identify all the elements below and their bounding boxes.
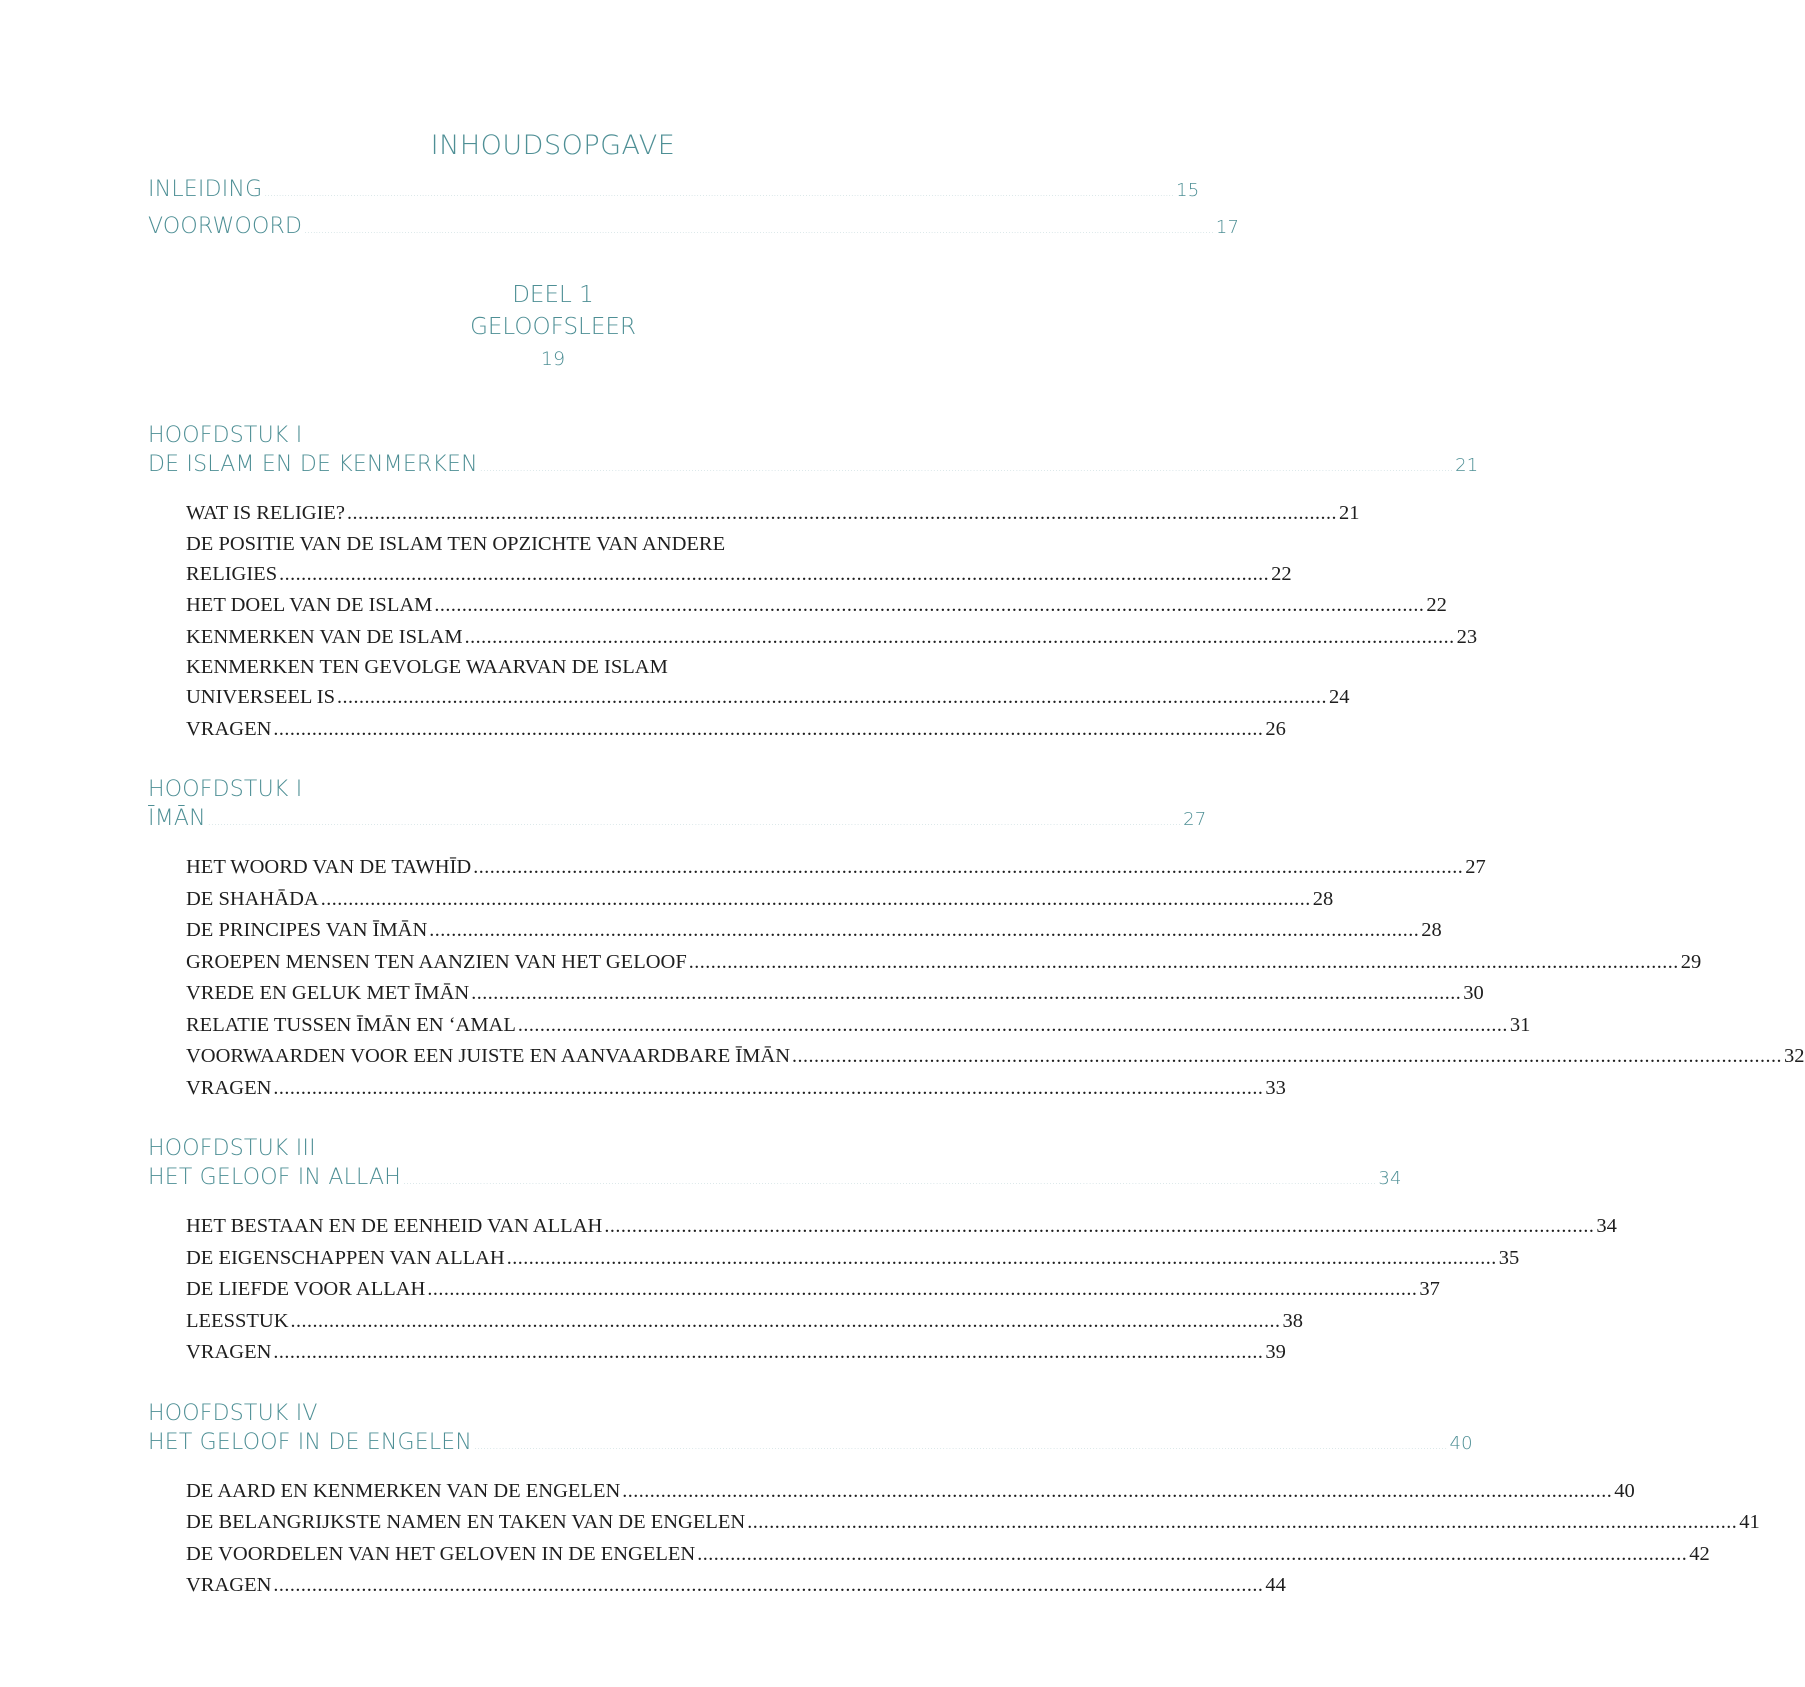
toc-entry[interactable] (186, 1570, 1286, 1602)
toc-entry[interactable] (186, 1539, 1710, 1571)
part-page: 19 (540, 348, 566, 370)
toc-entry[interactable] (186, 1211, 1617, 1243)
chapter-page: 27 (1183, 809, 1207, 830)
toc-entry[interactable] (186, 852, 1486, 884)
entry-label: VREDE EN GELUK MET ĪMĀN (186, 982, 470, 1004)
toc-entry[interactable] (186, 1306, 1303, 1338)
entry-label: HET BESTAAN EN DE EENHEID VAN ALLAH (186, 1215, 603, 1237)
part-label: DEEL 1 (512, 282, 594, 308)
entry-label: VRAGEN (186, 1076, 272, 1099)
dot-leader: .................................................................................................................................................................................... (464, 625, 1455, 648)
chapter-entries (148, 1211, 1617, 1369)
chapter-heading: HOOFDSTUK I (148, 777, 303, 802)
toc-entry-voorwoord[interactable] (148, 214, 1240, 251)
entry-label: VOORWOORD (148, 214, 303, 239)
entry-label: WAT IS RELIGIE? (186, 502, 346, 524)
dot-leader: .................................................................................................................................................................................... (290, 1309, 1281, 1332)
entry-page: 22 (1271, 562, 1292, 585)
dot-leader: .................................................................................................................................................................................... (434, 594, 1425, 616)
entry-label: VOORWAARDEN VOOR EEN JUISTE EN AANVAARDBARE ĪMĀN (186, 1045, 791, 1067)
chapter-2 (148, 775, 1805, 1104)
dot-leader: .................................................................................................................................................................................... (273, 1076, 1264, 1099)
dot-leader: .................................................................................................................................................................................... (473, 856, 1464, 878)
chapter-title: DE ISLAM EN DE KENMERKEN (148, 452, 478, 477)
entry-page: 38 (1282, 1309, 1303, 1332)
dot-leader: .................................................................................................................................................................................... (273, 717, 1264, 740)
toc-entry[interactable] (186, 947, 1702, 979)
entry-page: 33 (1265, 1076, 1286, 1099)
entry-page: 23 (1456, 625, 1478, 648)
part-heading[interactable] (148, 279, 946, 375)
dot-leader: .................................................................................................................................................................................... (792, 1045, 1783, 1067)
entry-label: KENMERKEN VAN DE ISLAM (186, 625, 463, 648)
part-title: GELOOFSLEER (470, 314, 636, 340)
dot-leader: .................................................................................................................................................................................... (427, 1278, 1418, 1300)
toc-entry[interactable] (186, 590, 1447, 622)
entry-page: 15 (1176, 180, 1200, 201)
toc-entry[interactable] (186, 1010, 1531, 1042)
chapter-title-row[interactable] (148, 450, 1479, 484)
dot-leader: .................................................................................................................................................................................... (429, 919, 1420, 941)
entry-page: 30 (1463, 982, 1484, 1004)
dot-leader: .............................................................................................................................................................................................................................................................................................................................. (207, 818, 1182, 828)
entry-label: RELIGIES (186, 562, 278, 585)
dot-leader: .............................................................................................................................................................................................................................................................................................................................. (264, 189, 1175, 199)
toc-entry[interactable] (186, 622, 1478, 654)
dot-leader: .................................................................................................................................................................................... (279, 562, 1270, 585)
toc-entry[interactable] (186, 530, 1292, 591)
entry-page: 42 (1689, 1542, 1710, 1565)
entry-page: 35 (1498, 1246, 1520, 1269)
chapter-title-row[interactable] (148, 1428, 1473, 1462)
chapter-heading: HOOFDSTUK III (148, 1136, 316, 1161)
dot-leader: .................................................................................................................................................................................... (688, 950, 1679, 973)
toc-entry[interactable] (186, 498, 1360, 530)
dot-leader: .................................................................................................................................................................................... (320, 887, 1311, 910)
dot-leader: .................................................................................................................................................................................... (273, 1341, 1264, 1363)
entry-page: 17 (1215, 217, 1240, 238)
dot-leader: .................................................................................................................................................................................... (604, 1215, 1595, 1237)
dot-leader: .................................................................................................................................................................................... (347, 502, 1338, 524)
entry-page: 32 (1784, 1045, 1805, 1067)
entry-page: 21 (1339, 502, 1360, 524)
entry-label: DE PRINCIPES VAN ĪMĀN (186, 919, 428, 941)
toc-entry[interactable] (186, 978, 1484, 1010)
entry-page: 44 (1265, 1574, 1286, 1596)
entry-page: 28 (1312, 887, 1334, 910)
chapter-4 (148, 1399, 1760, 1602)
dot-leader: .................................................................................................................................................................................... (622, 1479, 1613, 1502)
toc-entry[interactable] (186, 1073, 1286, 1105)
entry-label: INLEIDING (148, 177, 263, 202)
entry-label: HET DOEL VAN DE ISLAM (186, 594, 433, 616)
entry-page: 27 (1465, 856, 1486, 878)
dot-leader: .................................................................................................................................................................................... (517, 1013, 1508, 1036)
entry-label: RELATIE TUSSEN ĪMĀN EN ‘AMAL (186, 1013, 516, 1036)
entry-label: DE VOORDELEN VAN HET GELOVEN IN DE ENGELEN (186, 1542, 696, 1565)
entry-label: LEESSTUK (186, 1309, 289, 1332)
chapter-3 (148, 1134, 1617, 1369)
dot-leader: .................................................................................................................................................................................... (337, 686, 1327, 708)
toc-entry[interactable] (186, 915, 1442, 947)
toc-entry[interactable] (186, 1337, 1286, 1369)
dot-leader: .................................................................................................................................................................................... (471, 982, 1462, 1004)
toc-entry[interactable] (186, 884, 1334, 916)
dot-leader: .............................................................................................................................................................................................................................................................................................................................. (474, 1441, 1448, 1452)
entry-page: 22 (1426, 594, 1447, 616)
toc-title: INHOUDSOPGAVE (430, 130, 676, 161)
entry-label-line1: KENMERKEN TEN GEVOLGE WAARVAN DE ISLAM (186, 656, 668, 678)
chapter-title: ĪMĀN (148, 806, 206, 831)
entry-page: 31 (1509, 1013, 1531, 1036)
entry-label: VRAGEN (186, 1341, 272, 1363)
chapter-heading: HOOFDSTUK I (148, 423, 303, 448)
entry-page: 39 (1265, 1341, 1286, 1363)
chapter-1 (148, 421, 1479, 745)
chapter-title-row[interactable] (148, 804, 1207, 838)
dot-leader: .................................................................................................................................................................................... (506, 1246, 1497, 1269)
entry-label: DE AARD EN KENMERKEN VAN DE ENGELEN (186, 1479, 621, 1502)
entry-label: VRAGEN (186, 717, 272, 740)
toc-entry-inleiding[interactable] (148, 177, 1200, 214)
chapter-title: HET GELOOF IN ALLAH (148, 1165, 401, 1190)
chapter-title-row[interactable] (148, 1163, 1402, 1197)
entry-page: 37 (1419, 1278, 1440, 1300)
entry-label: DE EIGENSCHAPPEN VAN ALLAH (186, 1246, 505, 1269)
entry-page: 29 (1680, 950, 1702, 973)
entry-page: 34 (1596, 1215, 1617, 1237)
toc-page (148, 130, 1805, 1602)
entry-page: 26 (1265, 717, 1286, 740)
chapter-entries (148, 852, 1805, 1104)
entry-label: DE SHAHĀDA (186, 887, 319, 910)
top-entries (148, 177, 1240, 251)
chapter-entries (148, 1476, 1760, 1602)
entry-label-line1: DE POSITIE VAN DE ISLAM TEN OPZICHTE VAN ANDERE (186, 532, 726, 555)
toc-entry[interactable] (186, 1507, 1760, 1539)
toc-entry[interactable] (186, 1274, 1440, 1306)
toc-entry[interactable] (186, 1243, 1520, 1275)
dot-leader: .................................................................................................................................................................................... (697, 1542, 1688, 1565)
entry-page: 28 (1421, 919, 1442, 941)
toc-entry[interactable] (186, 714, 1286, 746)
entry-label: DE BELANGRIJKSTE NAMEN EN TAKEN VAN DE ENGELEN (186, 1511, 746, 1533)
chapter-entries (148, 498, 1478, 745)
chapter-page: 34 (1378, 1168, 1402, 1189)
entry-label: DE LIEFDE VOOR ALLAH (186, 1278, 426, 1300)
dot-leader: .............................................................................................................................................................................................................................................................................................................................. (479, 464, 1454, 474)
dot-leader: .............................................................................................................................................................................................................................................................................................................................. (402, 1177, 1377, 1187)
entry-label: VRAGEN (186, 1574, 272, 1596)
entry-page: 41 (1739, 1511, 1760, 1533)
entry-page: 40 (1614, 1479, 1635, 1502)
dot-leader: .................................................................................................................................................................................... (747, 1511, 1738, 1533)
toc-entry[interactable] (186, 1476, 1635, 1508)
entry-label: HET WOORD VAN DE TAWHĪD (186, 856, 472, 878)
toc-entry[interactable] (186, 1041, 1805, 1073)
toc-entry[interactable] (186, 653, 1350, 714)
dot-leader: .............................................................................................................................................................................................................................................................................................................................. (304, 226, 1214, 236)
entry-page: 24 (1329, 686, 1350, 708)
dot-leader: .................................................................................................................................................................................... (273, 1574, 1264, 1596)
entry-label: GROEPEN MENSEN TEN AANZIEN VAN HET GELOOF (186, 950, 687, 973)
chapter-title: HET GELOOF IN DE ENGELEN (148, 1429, 473, 1455)
chapter-page: 21 (1455, 455, 1479, 476)
chapter-heading: HOOFDSTUK IV (148, 1400, 318, 1426)
entry-label: UNIVERSEEL IS (186, 686, 335, 708)
chapter-page: 40 (1449, 1432, 1473, 1454)
